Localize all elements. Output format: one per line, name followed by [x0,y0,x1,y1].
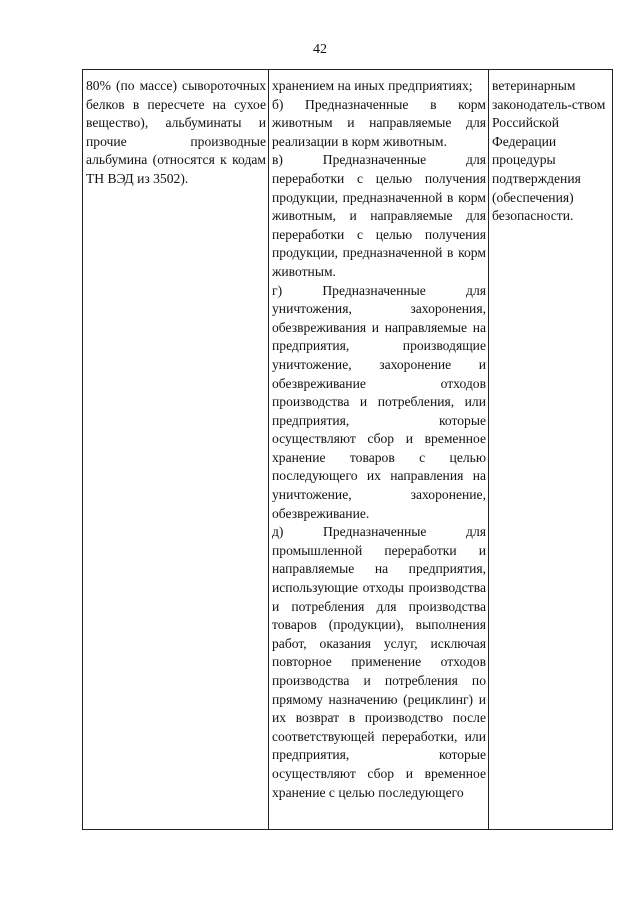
table-row [83,70,613,830]
page-number: 42 [313,42,327,57]
product-description-text: 80% (по массе) сывороточных белков в пересчете на сухое вещество), альбуминаты и прочие производные альбумина (относятся к кодам ТН ВЭД из 3502). [86,78,266,186]
table-cell-procedure [489,70,613,830]
table-cell-product-description [83,70,269,830]
document-table [82,69,613,830]
procedure-text: ветеринарным законодатель-ством Российской Федерации процедуры подтверждения (обеспечения) безопасности. [492,78,606,224]
destination-paragraph: хранением на иных предприятиях; [272,78,473,93]
destination-paragraph: д) Предназначенные для промышленной переработки и направляемые на предприятия, использующие отходы производства и потребления для производства товаров (продукции), выполнения работ, оказания услуг, исключая повторное применение отходов производства и потребления по прямому назначению (рециклинг) и их возврат в производство после соответствующей переработки, или предприятия, которые осуществляют сбор и временное хранение с целью последующего [272,524,486,800]
destination-paragraph: б) Предназначенные в корм животным и направляемые для реализации в корм животным. [272,96,486,149]
destination-paragraph: в) Предназначенные для переработки с целью получения продукции, предназначенной в корм животным, и направляемые для переработки с целью получения продукции, предназначенной в корм животным. [272,152,486,279]
destination-paragraph: г) Предназначенные для уничтожения, захоронения, обезвреживания и направляемые на предприятия, производящие уничтожение, захоронение и обезвреживание отходов производства и потребления, или предприятия, которые осуществляют сбор и временное хранение товаров с целью последующего их направления на уничтожение, захоронение, обезвреживание. [272,282,486,521]
table-cell-destination-conditions [269,70,489,830]
